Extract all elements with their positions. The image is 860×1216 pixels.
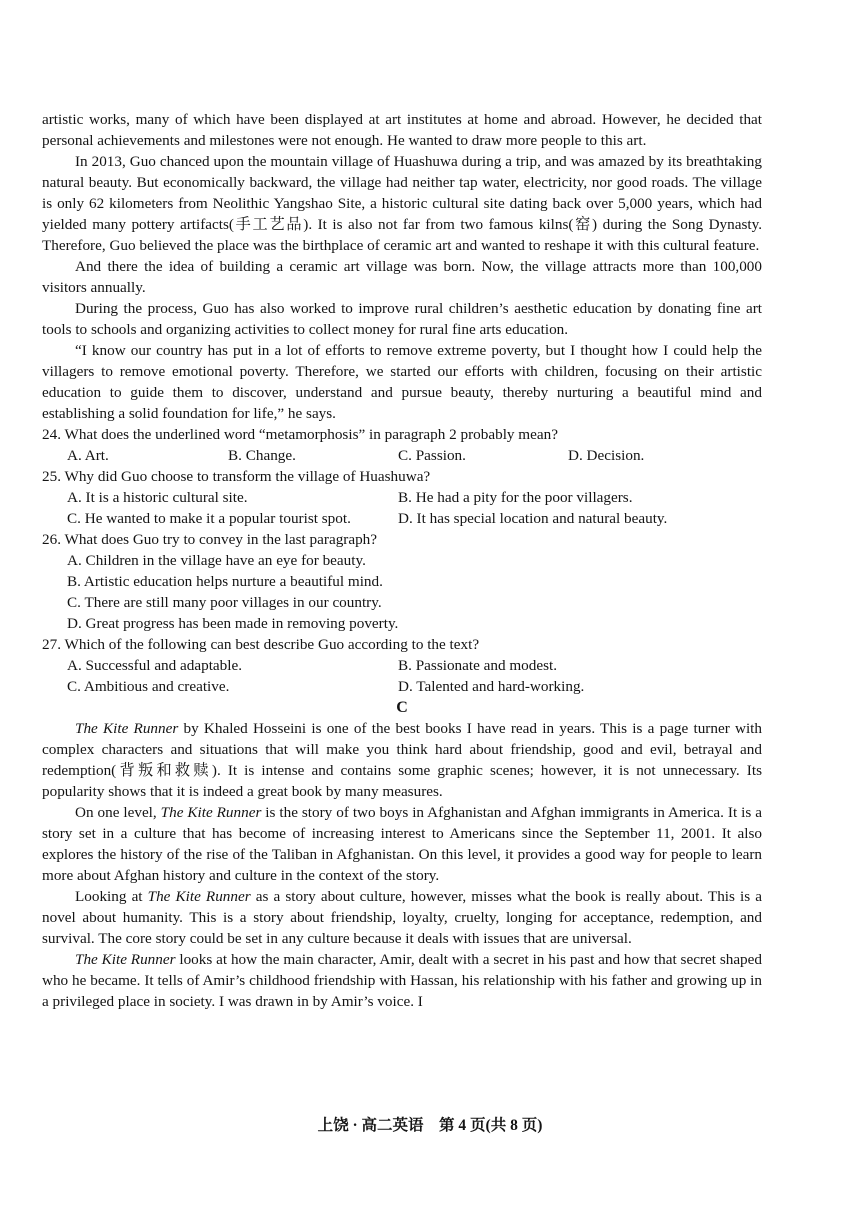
passage-c-paragraph [42, 886, 762, 949]
option-a: A. Art. [67, 447, 109, 464]
question-24 [42, 424, 762, 466]
option-b: B. He had a pity for the poor villagers. [398, 489, 633, 506]
passage-b-paragraph: In 2013, Guo chanced upon the mountain village of Huashuwa during a trip, and was amazed by its breathtaking natural beauty. But economically backward, the village had neither tap water, electricity, nor good roads. The village is only 62 kilometers from Neolithic Yangshao Site, a historic cultural site dating back over 5,000 years, which had yielded many pottery artifacts(手工艺品). It is also not far from two famous kilns(窑) during the Song Dynasty. Therefore, Guo believed the place was the birthplace of ceramic art and wanted to reshape it with this cultural feature. [42, 153, 762, 254]
passage-b-paragraph: During the process, Guo has also worked to improve rural children’s aesthetic education by donating fine art tools to schools and organizing activities to collect money for rural fine arts education. [42, 300, 762, 338]
option-c: C. Ambitious and creative. [67, 678, 230, 695]
option-c: C. He wanted to make it a popular tourist spot. [67, 510, 351, 527]
question-26 [42, 529, 762, 634]
passage-c-paragraph [42, 718, 762, 802]
option-d: D. It has special location and natural beauty. [398, 510, 668, 527]
page-content [42, 109, 762, 1012]
passage-b-paragraph: “I know our country has put in a lot of efforts to remove extreme poverty, but I thought how I could help the villagers to remove emotional poverty. Therefore, we started our efforts with children, focusing on their artistic education to guide them to discover, understand and pursue beauty, thereby nurturing a beautiful mind and establishing a solid foundation for life,” he says. [42, 342, 762, 422]
option-d: D. Talented and hard-working. [398, 678, 585, 695]
book-title: The Kite Runner [160, 804, 262, 821]
question-stem: 26. What does Guo try to convey in the last paragraph? [42, 531, 378, 548]
question-stem: 24. What does the underlined word “metamorphosis” in paragraph 2 probably mean? [42, 426, 558, 443]
paragraph-text: by Khaled Hosseini is one of the best books I have read in years. This is a page turner with complex characters and situations that will make you think hard about friendship, good and evil, betrayal and redemption(背叛和救赎). It is intense and contains some graphic scenes; however, it is not unnecessary. Its popularity shows that it is indeed a great book by many measures. [42, 720, 762, 800]
book-title: The Kite Runner [75, 951, 176, 968]
book-title: The Kite Runner [75, 720, 179, 737]
paragraph-text: is the story of two boys in Afghanistan and Afghan immigrants in America. It is a story set in a culture that has become of increasing interest to Americans since the September 11, 2001. It also explores the history of the rise of the Taliban in Afghanistan. On this level, it provides a good way for people to learn more about Afghan history and culture in the context of the story. [42, 804, 762, 884]
options [42, 445, 762, 466]
option-d: D. Decision. [568, 447, 645, 464]
option-d: D. Great progress has been made in removing poverty. [67, 615, 399, 632]
option-b: B. Change. [228, 447, 296, 464]
paragraph-text: as a story about culture, however, misses what the book is really about. This is a novel about humanity. This is a story about friendship, loyalty, cruelty, longing for acceptance, redemption, and survival. The core story could be set in any culture because it deals with issues that are universal. [42, 888, 762, 947]
question-27 [42, 634, 762, 697]
option-a: A. It is a historic cultural site. [67, 489, 248, 506]
section-c-heading: C [396, 699, 408, 716]
option-b: B. Passionate and modest. [398, 657, 558, 674]
paragraph-lead: Looking at [75, 888, 148, 905]
passage-b-paragraph: And there the idea of building a ceramic art village was born. Now, the village attracts more than 100,000 visitors annually. [42, 258, 762, 296]
options [42, 655, 762, 697]
option-c: C. There are still many poor villages in our country. [67, 594, 382, 611]
option-a: A. Successful and adaptable. [67, 657, 243, 674]
option-a: A. Children in the village have an eye for beauty. [67, 552, 366, 569]
passage-c-paragraph [42, 949, 762, 1012]
question-stem: 25. Why did Guo choose to transform the village of Huashuwa? [42, 468, 431, 485]
passage-b-paragraph: artistic works, many of which have been displayed at art institutes at home and abroad. However, he decided that personal achievements and milestones were not enough. He wanted to draw more people to this art. [42, 111, 762, 149]
options [42, 550, 762, 634]
options [42, 487, 762, 529]
paragraph-lead: On one level, [75, 804, 161, 821]
paragraph-text: looks at how the main character, Amir, dealt with a secret in his past and how that secret shaped who he became. It tells of Amir’s childhood friendship with Hassan, his relationship with his father and growing up in a privileged place in society. I was drawn in by Amir’s voice. I [42, 951, 762, 1010]
page-footer: 上饶 · 高二英语 第 4 页(共 8 页) [317, 1117, 543, 1134]
passage-c-paragraph [42, 802, 762, 886]
option-c: C. Passion. [398, 447, 466, 464]
question-stem: 27. Which of the following can best describe Guo according to the text? [42, 636, 480, 653]
question-25 [42, 466, 762, 529]
book-title: The Kite Runner [147, 888, 251, 905]
option-b: B. Artistic education helps nurture a beautiful mind. [67, 573, 383, 590]
